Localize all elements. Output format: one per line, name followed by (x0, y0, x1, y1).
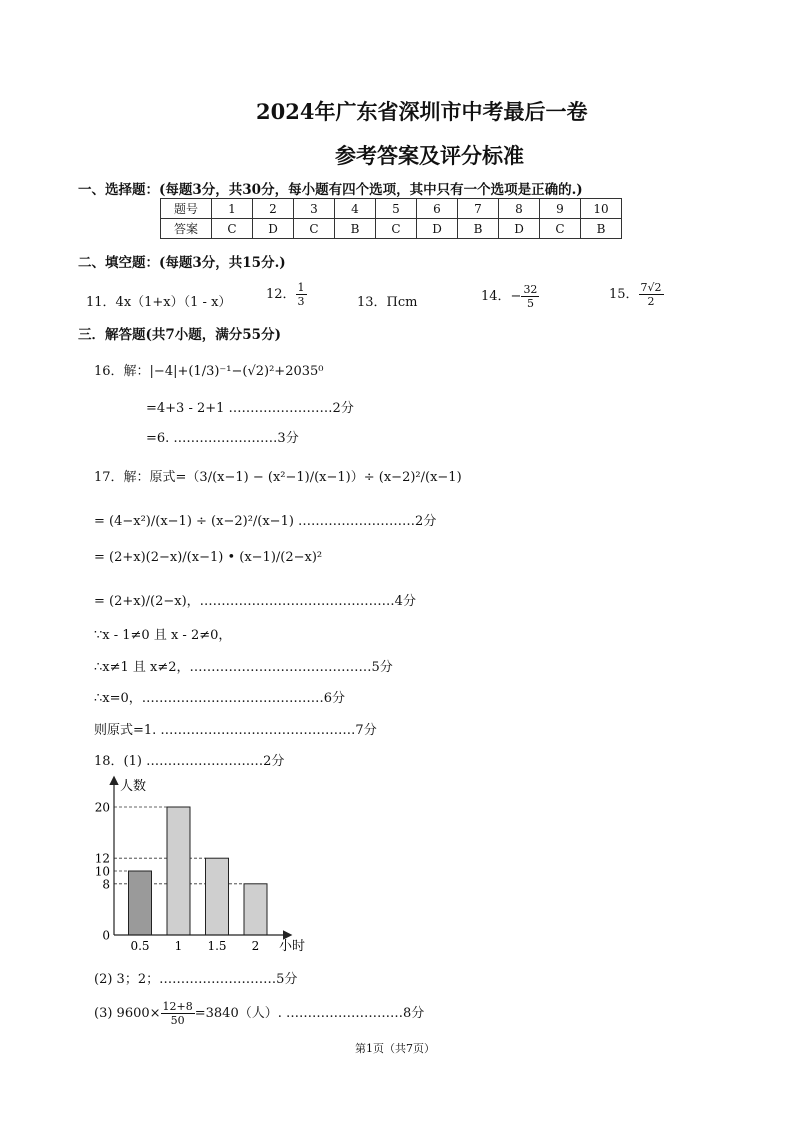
table-cell: 1 (212, 199, 253, 219)
q18-fraction (161, 1000, 195, 1027)
table-cell: B (581, 219, 622, 239)
q15-numerator: 7√2 (640, 281, 662, 294)
q16-line3: =6. ……………………3分 (146, 431, 299, 446)
answer-q14 (481, 283, 539, 310)
q18-line1: 18．(1) ………………………2分 (94, 754, 285, 769)
q14-prefix: 14．− (481, 289, 522, 304)
x-tick-label: 2 (251, 939, 260, 953)
q18-numerator: 12+8 (162, 1000, 193, 1013)
y-axis-label: 人数 (120, 779, 147, 794)
answer-q13: 13．Πcm (357, 295, 418, 310)
page-title: 2024年广东省深圳市中考最后一卷 (256, 99, 588, 124)
table-cell: 5 (376, 199, 417, 219)
q18-line3-suffix: =3840（人）. ………………………8分 (194, 1006, 425, 1021)
q18-line3-prefix: (3) 9600× (94, 1006, 161, 1021)
q12-denominator: 3 (297, 295, 305, 308)
x-axis-label: 小时 (279, 939, 306, 954)
table-row-answers (161, 219, 622, 239)
y-tick-label: 0 (102, 928, 110, 943)
y-tick-label: 8 (102, 877, 110, 892)
table-cell: C (376, 219, 417, 239)
q17-line3: = (2+x)(2−x)/(x−1) • (x−1)/(2−x)² (94, 550, 323, 565)
table-cell: 2 (253, 199, 294, 219)
q12-numerator: 1 (297, 281, 305, 294)
table-cell: 10 (581, 199, 622, 219)
x-tick-label: 0.5 (130, 939, 150, 953)
q12-prefix: 12． (266, 287, 296, 302)
bar (129, 871, 152, 935)
bar (206, 858, 229, 935)
y-tick-label: 10 (94, 864, 110, 879)
q18-line3 (94, 1000, 424, 1027)
table-cell: C (540, 219, 581, 239)
q17-line4: = (2+x)/(2−x)，………………………………………4分 (94, 594, 416, 609)
section1-heading: 一、选择题：(每题3分，共30分，每小题有四个选项，其中只有一个选项是正确的.) (78, 182, 583, 198)
table-cell: 8 (499, 199, 540, 219)
q17-line2: = (4−x²)/(x−1) ÷ (x−2)²/(x−1) ………………………2分 (94, 514, 437, 529)
q14-fraction (521, 283, 539, 310)
section3-heading: 三．解答题(共7小题，满分55分) (78, 327, 281, 343)
table-cell: 6 (417, 199, 458, 219)
q18-denominator: 50 (170, 1014, 185, 1027)
q17-line1: 17．解：原式=（3/(x−1) − (x²−1)/(x−1)）÷ (x−2)²/(x−1) (94, 470, 462, 485)
answer-q15 (609, 281, 664, 308)
table-cell: D (417, 219, 458, 239)
page-subtitle: 参考答案及评分标准 (335, 143, 524, 168)
bar-chart (80, 772, 340, 957)
answer-q12 (266, 281, 307, 308)
q14-denominator: 5 (526, 297, 534, 310)
table-cell: 3 (294, 199, 335, 219)
q14-numerator: 32 (523, 283, 538, 296)
table-cell: B (335, 219, 376, 239)
bar (167, 807, 190, 935)
q17-line5: ∵x - 1≠0 且 x - 2≠0， (94, 628, 232, 643)
answer-table (160, 198, 622, 239)
answer-q11: 11．4x（1+x）（1 - x） (86, 295, 232, 310)
x-tick-label: 1 (174, 939, 183, 953)
table-row-numbers (161, 199, 622, 219)
table-cell: B (458, 219, 499, 239)
table-cell: 7 (458, 199, 499, 219)
y-tick-label: 20 (94, 800, 110, 815)
q18-line2: (2) 3；2；………………………5分 (94, 972, 298, 987)
q15-denominator: 2 (647, 295, 655, 308)
q12-fraction (296, 281, 307, 308)
y-tick-label: 12 (94, 851, 110, 866)
table-cell: 4 (335, 199, 376, 219)
section2-heading: 二、填空题：(每题3分，共15分.) (78, 255, 286, 271)
x-tick-label: 1.5 (207, 939, 227, 953)
page-footer: 第1页（共7页） (355, 1042, 435, 1055)
q17-line6: ∴x≠1 且 x≠2，……………………………………5分 (94, 660, 393, 675)
q16-line2: =4+3 - 2+1 ……………………2分 (146, 401, 354, 416)
bar (244, 884, 267, 935)
table-cell: D (499, 219, 540, 239)
q16-line1: 16．解：|−4|+(1/3)⁻¹−(√2)²+2035⁰ (94, 364, 324, 379)
table-cell: D (253, 219, 294, 239)
table-cell: C (212, 219, 253, 239)
q17-line8: 则原式=1. ………………………………………7分 (94, 723, 377, 738)
q17-line7: ∴x=0，……………………………………6分 (94, 691, 346, 706)
table-header-cell: 题号 (161, 199, 212, 219)
table-cell: 9 (540, 199, 581, 219)
table-header-cell: 答案 (161, 219, 212, 239)
table-cell: C (294, 219, 335, 239)
q15-fraction (639, 281, 664, 308)
q15-prefix: 15． (609, 287, 639, 302)
